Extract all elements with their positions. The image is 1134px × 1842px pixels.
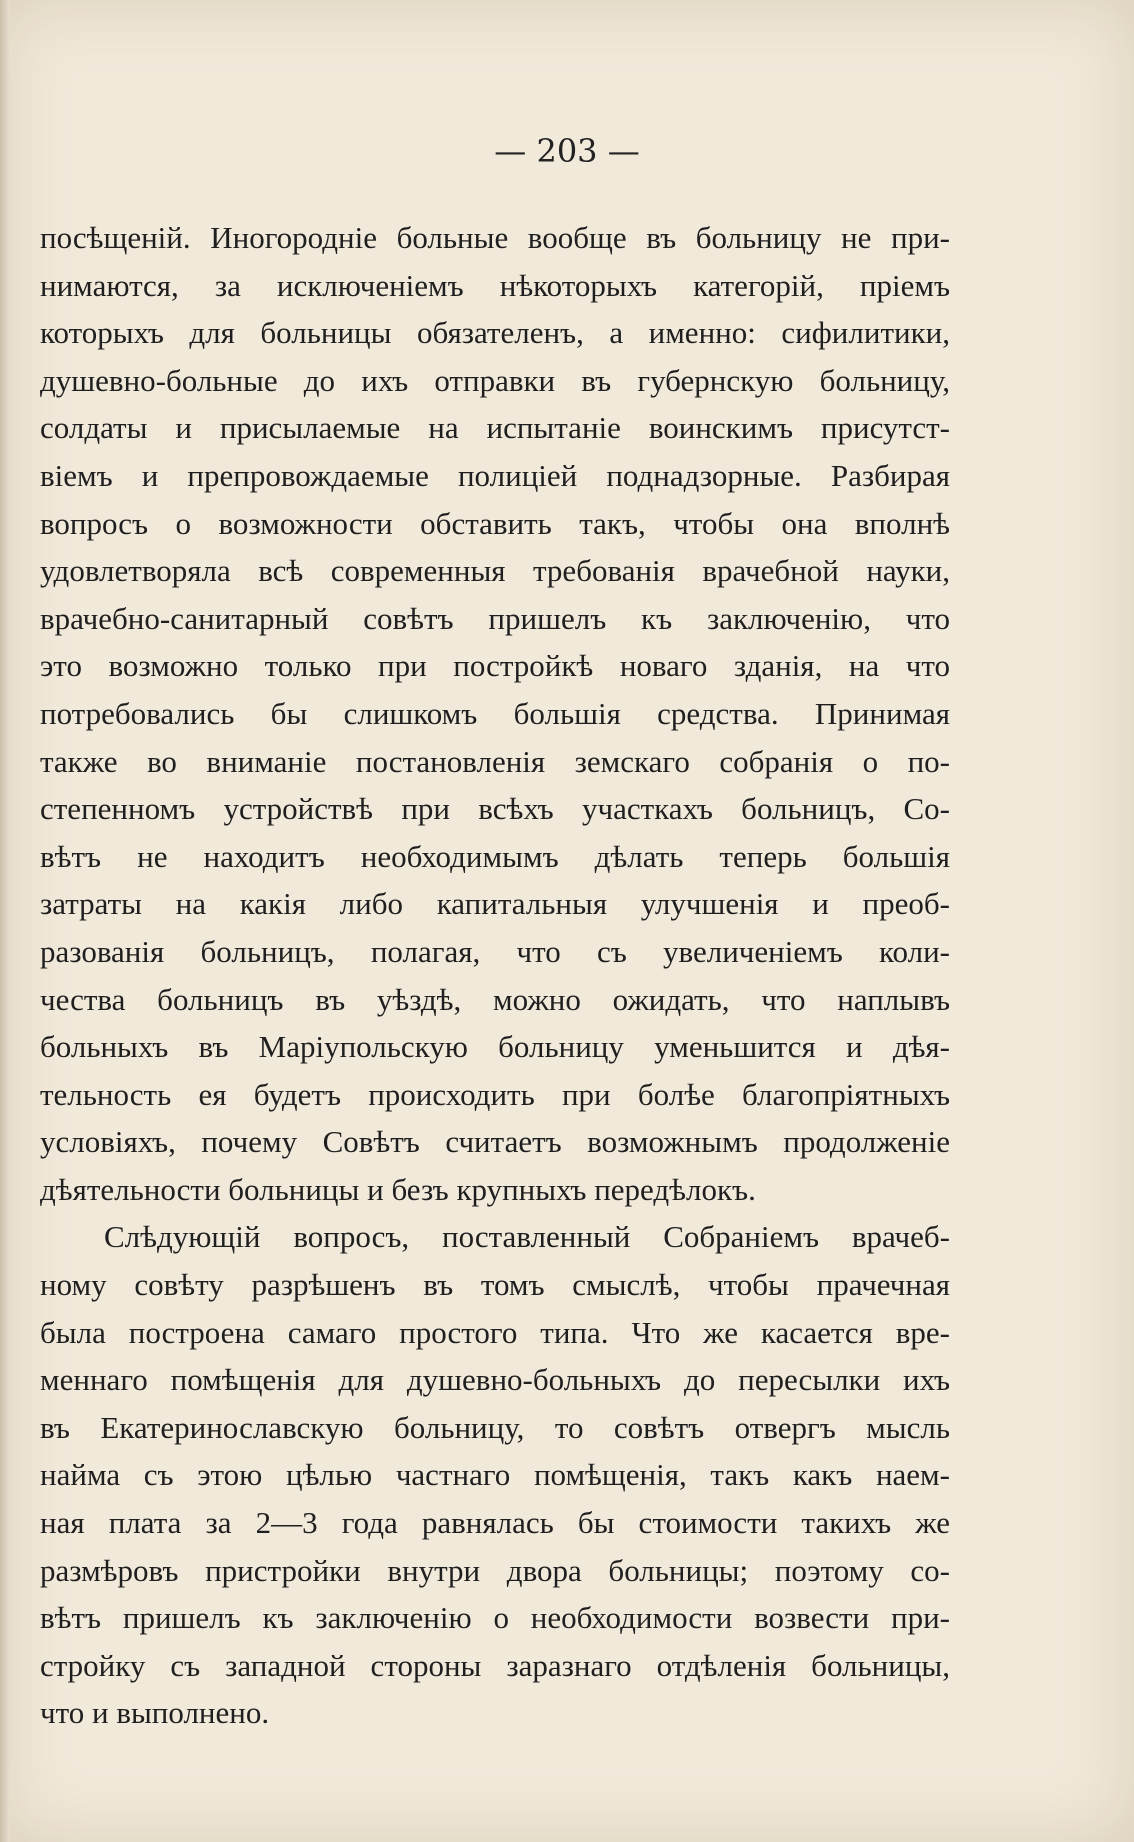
text-line: потребовались бы слишкомъ большія средства. Принимая [40,695,950,731]
text-line: тельность ея будетъ происходить при болѣе благопріятныхъ [40,1076,950,1112]
text-line: разованія больницъ, полагая, что съ увеличеніемъ коли- [40,933,950,969]
text-line: вопросъ о возможности обставить такъ, чтобы она вполнѣ [40,505,950,541]
text-line: условіяхъ, почему Совѣтъ считаетъ возможнымъ продолженіе [40,1124,950,1160]
text-line: ная плата за 2—3 года равнялась бы стоимости такихъ же [40,1505,950,1541]
text-line: была построена самаго простого типа. Что же касается вре- [40,1314,950,1350]
text-line: также во вниманіе постановленія земскаго собранія о по- [40,743,950,779]
text-line: віемъ и препровождаемые полиціей поднадзорные. Разбирая [40,457,950,493]
page-number: — 203 — [494,132,640,170]
text-line: найма съ этою цѣлью частнаго помѣщенія, такъ какъ наем- [40,1457,950,1493]
text-line: посѣщеній. Иногородніе больные вообще въ больницу не при- [40,220,950,255]
paragraph [40,1213,950,1737]
paragraph [40,214,950,1213]
text-line: вѣтъ не находитъ необходимымъ дѣлать теперь большія [40,838,950,874]
text-line: солдаты и присылаемые на испытаніе воинскимъ присутст- [40,410,950,446]
text-line: меннаго помѣщенія для душевно-больныхъ до пересылки ихъ [40,1362,950,1398]
text-line: которыхъ для больницы обязателенъ, а именно: сифилитики, [40,315,950,351]
text-line: нимаются, за исключеніемъ нѣкоторыхъ категорій, пріемъ [40,267,950,303]
text-line: это возможно только при постройкѣ новаго зданія, на что [40,648,950,684]
text-line: дѣятельности больницы и безъ крупныхъ передѣлокъ. [40,1171,756,1207]
text-line: въ Екатеринославскую больницу, то совѣтъ отвергъ мысль [40,1409,950,1445]
text-line: размѣровъ пристройки внутри двора больницы; поэтому со- [40,1552,950,1588]
page-edge-shadow [0,0,10,1842]
text-line: ному совѣту разрѣшенъ въ томъ смыслѣ, чтобы прачечная [40,1267,950,1303]
body-text [40,214,950,1737]
text-line: душевно-больные до ихъ отправки въ губернскую больницу, [40,362,950,398]
text-line: врачебно-санитарный совѣтъ пришелъ къ заключенію, что [40,600,950,636]
text-line: что и выполнено. [40,1695,270,1731]
text-line: больныхъ въ Маріупольскую больницу уменьшится и дѣя- [40,1029,950,1065]
text-line: Слѣдующій вопросъ, поставленный Собраніемъ врачеб- [104,1219,950,1255]
text-line: затраты на какія либо капитальныя улучшенія и преоб- [40,886,950,922]
text-line: вѣтъ пришелъ къ заключенію о необходимости возвести при- [40,1600,950,1636]
text-line: стройку съ западной стороны заразнаго отдѣленія больницы, [40,1647,950,1683]
text-line: чества больницъ въ уѣздѣ, можно ожидать, что наплывъ [40,981,950,1017]
text-line: удовлетворяла всѣ современныя требованія врачебной науки, [40,553,950,589]
text-line: степенномъ устройствѣ при всѣхъ участкахъ больницъ, Со- [40,791,950,827]
